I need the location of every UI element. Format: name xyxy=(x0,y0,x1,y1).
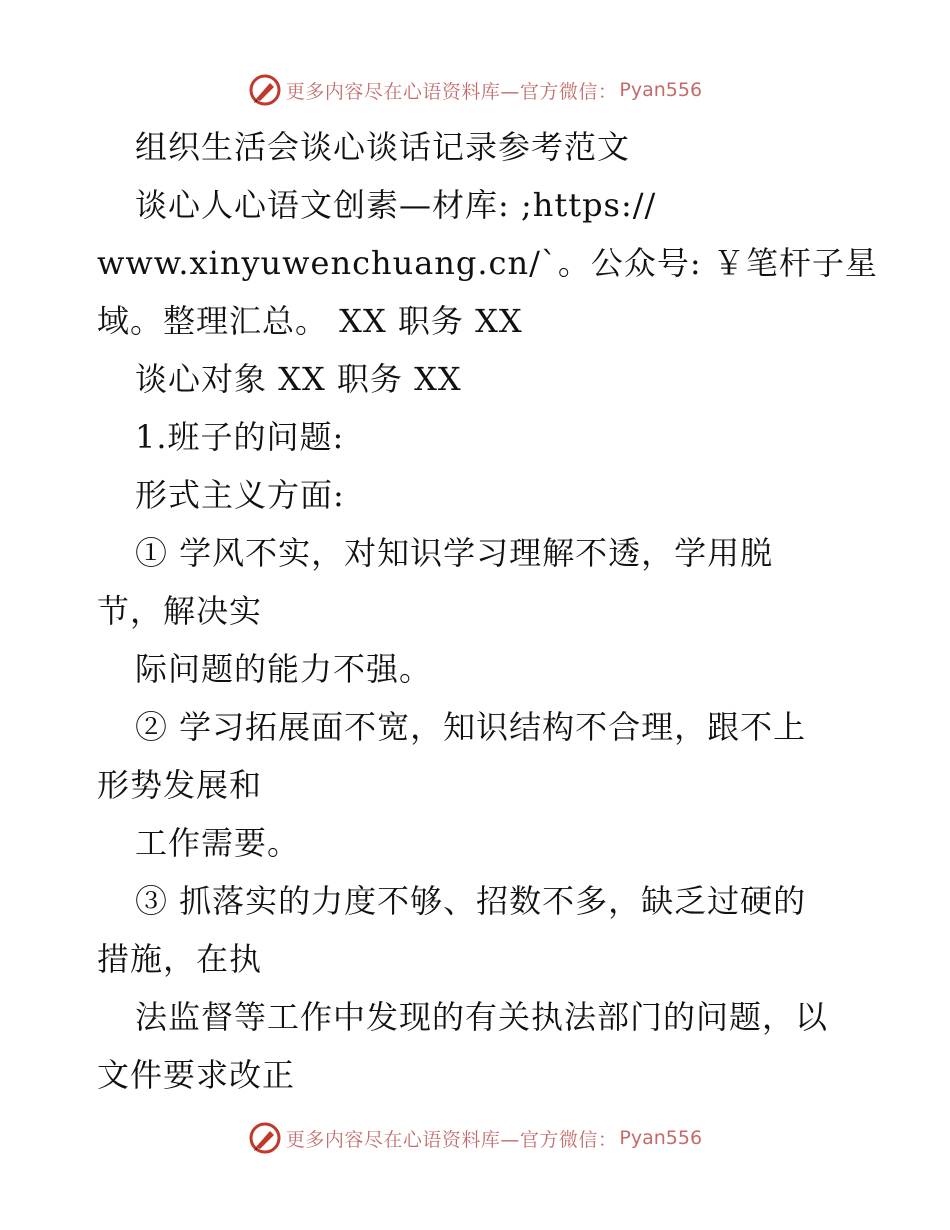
header-watermark xyxy=(0,70,950,110)
watermark-text: 更多内容尽在心语资料库—官方微信： xyxy=(285,1128,618,1151)
text-line: 法监督等工作中发现的有关执法部门的问题，以 xyxy=(135,998,829,1036)
text-line: 谈心人心语文创素—材库: ;https:// xyxy=(135,186,657,224)
text-line: 际问题的能力不强。 xyxy=(135,650,433,688)
text-line: ③ 抓落实的力度不够、招数不多，缺乏过硬的 xyxy=(135,882,807,920)
text-line: 形势发展和 xyxy=(97,766,263,804)
watermark-wechat-id: Pyan556 xyxy=(619,1127,703,1149)
text-line: 1.班子的问题: xyxy=(135,418,345,456)
watermark-text: 更多内容尽在心语资料库—官方微信： xyxy=(285,80,618,103)
text-line: www.xinyuwenchuang.cn/`。公众号: ￥笔杆子星 xyxy=(97,244,878,282)
text-line: 谈心对象 XX 职务 XX xyxy=(135,360,462,398)
watermark-wechat-id: Pyan556 xyxy=(619,79,703,101)
text-line: 形式主义方面: xyxy=(135,476,345,514)
text-line: 组织生活会谈心谈话记录参考范文 xyxy=(135,128,631,166)
pen-logo-icon xyxy=(248,1121,282,1155)
footer-watermark xyxy=(0,1118,950,1158)
text-line: 工作需要。 xyxy=(135,824,301,862)
text-line: 域。整理汇总。 XX 职务 XX xyxy=(97,302,523,340)
text-line: ② 学习拓展面不宽，知识结构不合理，跟不上 xyxy=(135,708,807,746)
text-line: 节，解决实 xyxy=(97,592,263,630)
text-line: 措施，在执 xyxy=(97,940,263,978)
text-line: ① 学风不实，对知识学习理解不透，学用脱 xyxy=(135,534,774,572)
document-body xyxy=(97,118,897,1104)
text-line: 文件要求改正 xyxy=(97,1056,296,1094)
pen-logo-icon xyxy=(248,73,282,107)
